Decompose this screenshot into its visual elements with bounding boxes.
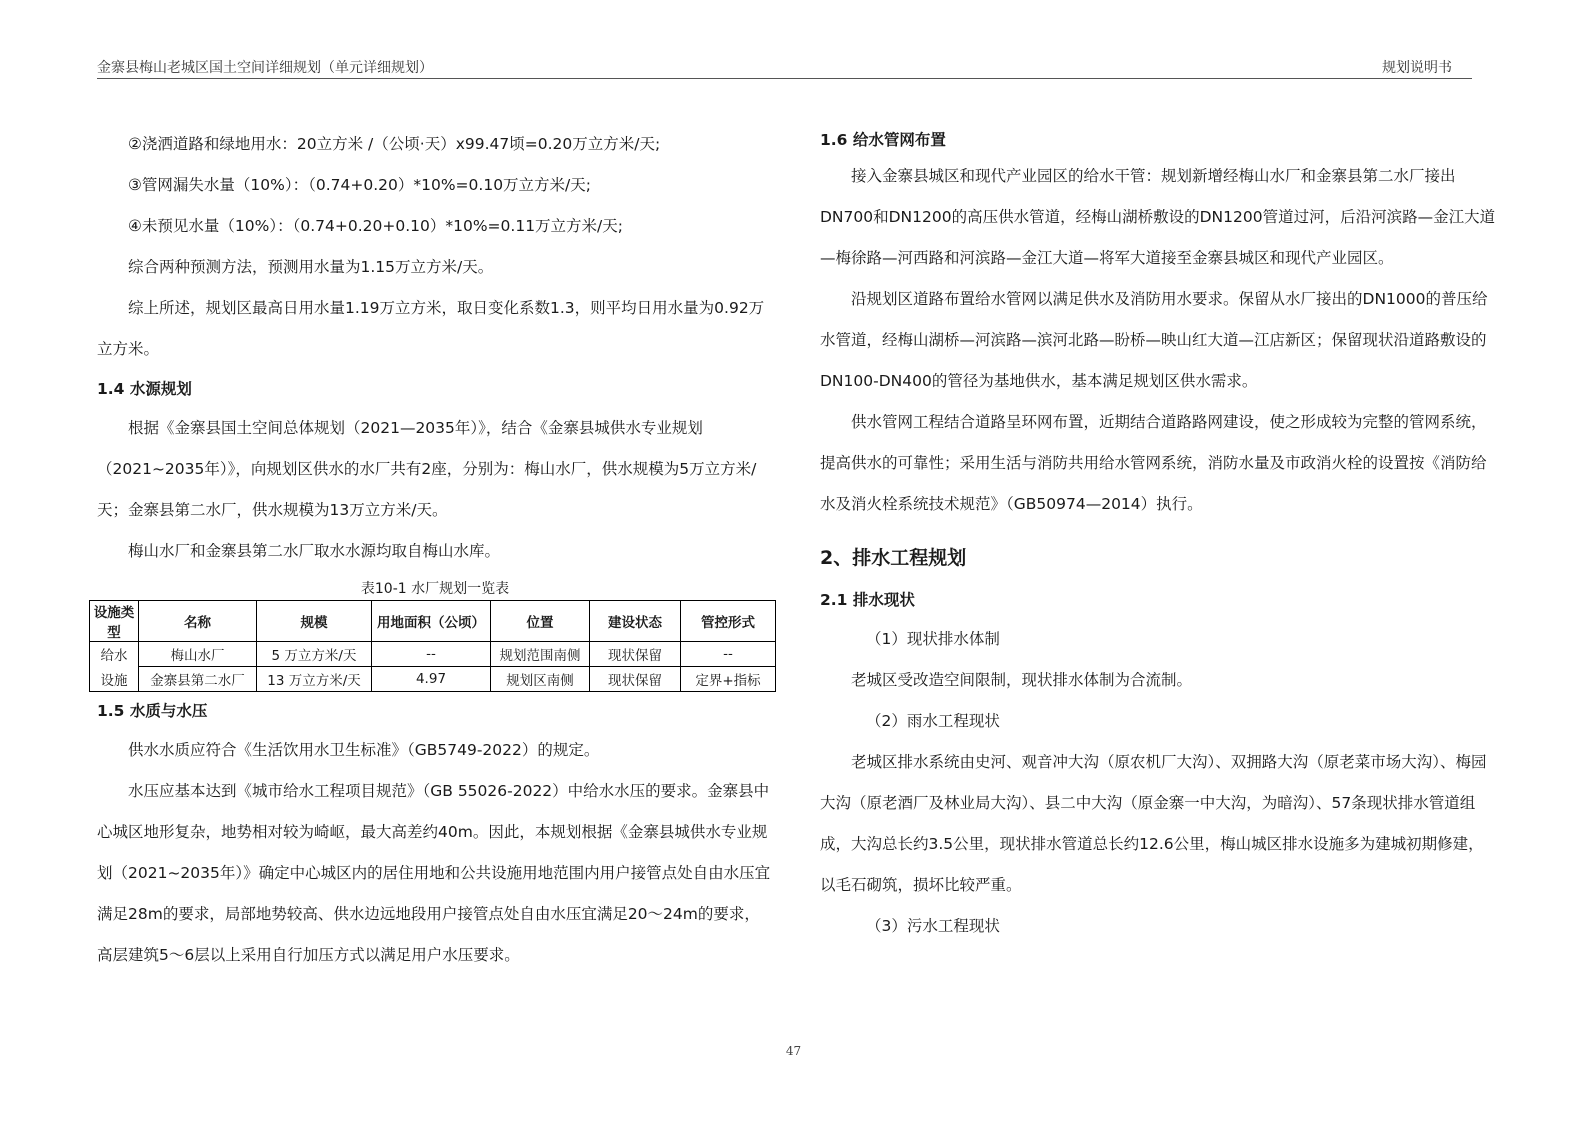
paragraph: 供水水质应符合《生活饮用水卫生标准》（GB5749-2022）的规定。 — [128, 741, 600, 759]
table-header-row — [90, 601, 776, 642]
paragraph: ③管网漏失水量（10%）：（0.74+0.20）*10%=0.10万立方米/天; — [128, 176, 592, 194]
paragraph: 供水管网工程结合道路呈环网布置，近期结合道路路网建设，使之形成较为完整的管网系统，提高供水的可靠性；采用生活与消防共用给水管网系统，消防水量及市政消火栓的设置按《消防给水及消火栓系统技术规范》（GB50974—2014）执行。 — [820, 413, 1487, 513]
table-cell: 13 万立方米/天 — [257, 667, 372, 692]
section-heading: 2.1 排水现状 — [820, 591, 915, 609]
document-title: 金寨县梅山老城区国土空间详细规划（单元详细规划） — [97, 60, 433, 76]
table-header-cell: 位置 — [491, 601, 590, 642]
section-heading: 1.6 给水管网布置 — [820, 131, 946, 149]
document-type: 规划说明书 — [1382, 60, 1452, 76]
chapter-heading: 2、排水工程规划 — [820, 547, 967, 569]
table-row — [90, 642, 776, 667]
paragraph: 老城区受改造空间限制，现状排水体制为合流制。 — [851, 671, 1193, 689]
table-cell: 5 万立方米/天 — [257, 642, 372, 667]
table-cell: 设施 — [90, 667, 139, 692]
table-cell: 定界+指标 — [681, 667, 776, 692]
table-cell: 给水 — [90, 642, 139, 667]
table-cell: 规划区南侧 — [491, 667, 590, 692]
paragraph: 接入金寨县城区和现代产业园区的给水干管：规划新增经梅山水厂和金寨县第二水厂接出DN700和DN1200的高压供水管道，经梅山湖桥敷设的DN1200管道过河，后沿河滨路—金江大道—梅徐路—河西路和河滨路—金江大道—将军大道接至金寨县城区和现代产业园区。 — [820, 167, 1496, 267]
page-header — [97, 56, 1472, 79]
right-column — [820, 124, 1498, 947]
left-column — [93, 124, 773, 976]
water-plant-table — [89, 600, 776, 692]
paragraph: 梅山水厂和金寨县第二水厂取水水源均取自梅山水库。 — [128, 542, 501, 560]
table-row — [90, 667, 776, 692]
table-header-cell: 管控形式 — [681, 601, 776, 642]
paragraph: 综合两种预测方法，预测用水量为1.15万立方米/天。 — [128, 258, 494, 276]
table-header-cell: 用地面积（公顷） — [372, 601, 491, 642]
paragraph: ②浇洒道路和绿地用水：20立方米 /（公顷·天）x99.47顷=0.20万立方米/天; — [128, 135, 661, 153]
section-heading: 1.5 水质与水压 — [97, 702, 208, 720]
paragraph: 沿规划区道路布置给水管网以满足供水及消防用水要求。保留从水厂接出的DN1000的普压给水管道，经梅山湖桥—河滨路—滨河北路—盼桥—映山红大道—江店新区；保留现状沿道路敷设的DN100-DN400的管径为基地供水，基本满足规划区供水需求。 — [820, 290, 1488, 390]
table-header-cell: 设施类型 — [90, 601, 139, 642]
table-cell: 金寨县第二水厂 — [139, 667, 257, 692]
paragraph: 根据《金寨县国土空间总体规划（2021—2035年）》，结合《金寨县城供水专业规划（2021~2035年）》，向规划区供水的水厂共有2座，分别为：梅山水厂，供水规模为5万立方米/天；金寨县第二水厂，供水规模为13万立方米/天。 — [97, 419, 757, 519]
table-header-cell: 规模 — [257, 601, 372, 642]
table-cell: 现状保留 — [590, 642, 681, 667]
table-header-cell: 建设状态 — [590, 601, 681, 642]
table-cell: 规划范围南侧 — [491, 642, 590, 667]
paragraph: 综上所述，规划区最高日用水量1.19万立方米，取日变化系数1.3，则平均日用水量为0.92万立方米。 — [97, 299, 765, 358]
table-cell: 梅山水厂 — [139, 642, 257, 667]
subsection-heading: （3）污水工程现状 — [866, 917, 1000, 935]
table-header-cell: 名称 — [139, 601, 257, 642]
paragraph: 老城区排水系统由史河、观音冲大沟（原农机厂大沟）、双拥路大沟（原老菜市场大沟）、梅园大沟（原老酒厂及林业局大沟）、县二中大沟（原金寨一中大沟，为暗沟）、57条现状排水管道组成，大沟总长约3.5公里，现状排水管道总长约12.6公里，梅山城区排水设施多为建城初期修建，以毛石砌筑，损坏比较严重。 — [820, 753, 1487, 894]
paragraph: 水压应基本达到《城市给水工程项目规范》（GB 55026-2022）中给水水压的要求。金寨县中心城区地形复杂，地势相对较为崎岖，最大高差约40m。因此，本规划根据《金寨县城供水专业规划（2021~2035年）》确定中心城区内的居住用地和公共设施用地范围内用户接管点处自由水压宜满足28m的要求，局部地势较高、供水边远地段用户接管点处自由水压宜满足20～24m的要求，高层建筑5～6层以上采用自行加压方式以满足用户水压要求。 — [97, 782, 771, 964]
table-cell: 4.97 — [372, 667, 491, 692]
table-cell: -- — [372, 642, 491, 667]
subsection-heading: （1）现状排水体制 — [866, 630, 1000, 648]
page-number: 47 — [785, 1044, 802, 1058]
table-caption: 表10-1 水厂规划一览表 — [360, 581, 510, 597]
table-cell: 现状保留 — [590, 667, 681, 692]
table-cell: -- — [681, 642, 776, 667]
paragraph: ④未预见水量（10%）：（0.74+0.20+0.10）*10%=0.11万立方米/天; — [128, 217, 624, 235]
subsection-heading: （2）雨水工程现状 — [866, 712, 1000, 730]
section-heading: 1.4 水源规划 — [97, 380, 192, 398]
